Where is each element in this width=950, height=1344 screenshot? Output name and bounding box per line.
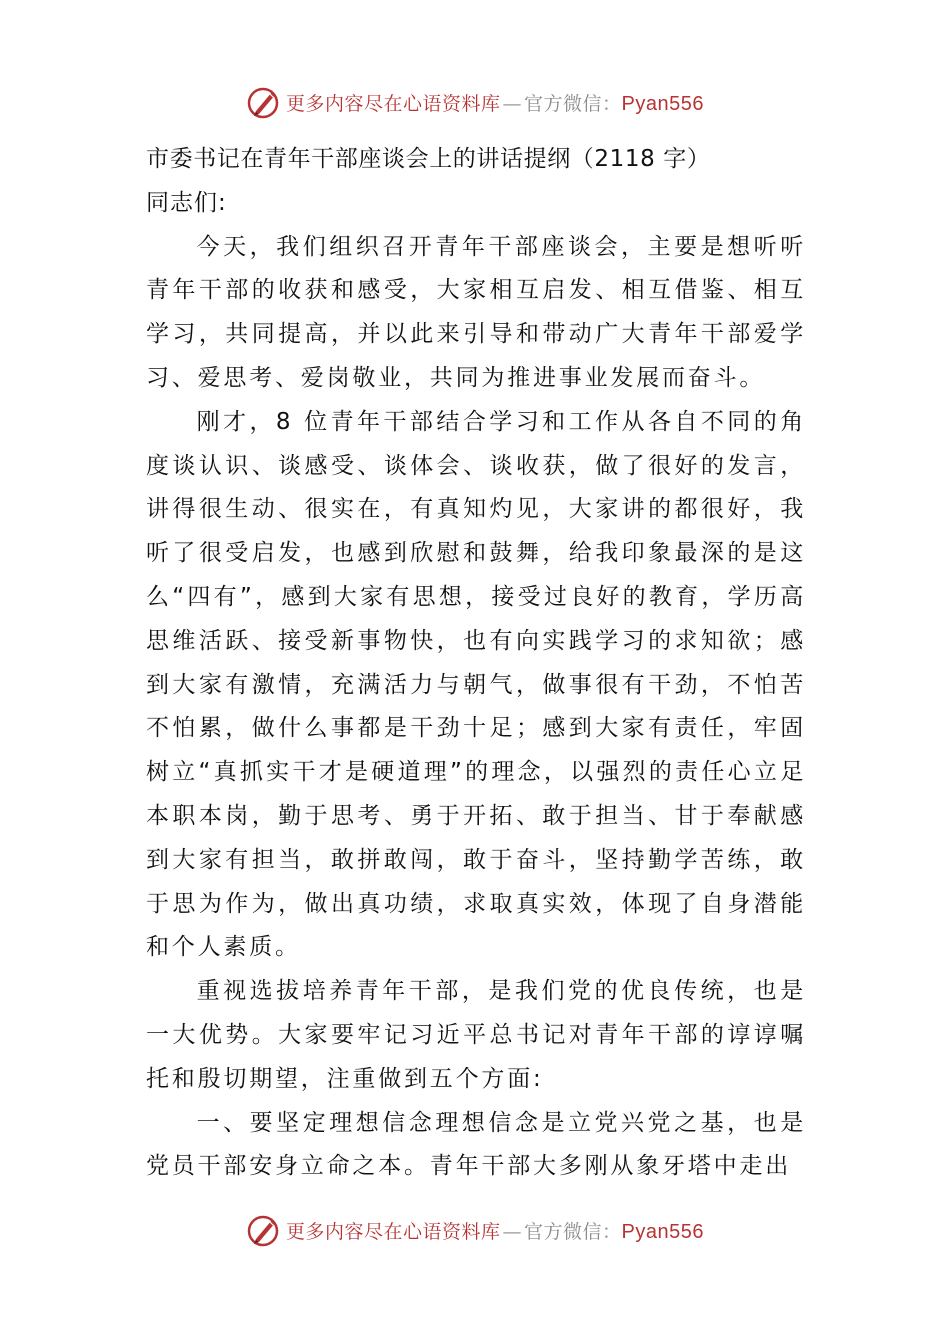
document-body [146, 138, 806, 1189]
banner-slogan: 更多内容尽在心语资料库 [286, 1220, 501, 1243]
paragraph-3: 重视选拔培养青年干部，是我们党的优良传统，也是一大优势。大家要牢记习近平总书记对青年干部的谆谆嘱托和殷切期望，注重做到五个方面: [146, 978, 806, 1092]
header-banner [0, 80, 950, 124]
greeting: 同志们: [146, 189, 227, 216]
pen-logo-icon [246, 1212, 282, 1248]
paragraph-4: 一、要坚定理想信念理想信念是立党兴党之基，也是党员干部安身立命之本。青年干部大多刚从象牙塔中走出 [146, 1109, 806, 1180]
footer-banner [0, 1208, 950, 1252]
pen-logo-icon [246, 84, 282, 120]
paragraph-2: 刚才，8 位青年干部结合学习和工作从各自不同的角度谈认识、谈感受、谈体会、谈收获，做了很好的发言，讲得很生动、很实在，有真知灼见，大家讲的都很好，我听了很受启发，也感到欣慰和鼓舞，给我印象最深的是这么“四有”，感到大家有思想，接受过良好的教育，学历高思维活跃、接受新事物快，也有向实践学习的求知欲；感到大家有激情，充满活力与朝气，做事很有干劲，不怕苦不怕累，做什么事都是干劲十足；感到大家有责任，牢固树立“真抓实干才是硬道理”的理念，以强烈的责任心立足本职本岗，勤于思考、勇于开拓、敢于担当、甘于奉献感到大家有担当，敢拼敢闯，敢于奋斗，坚持勤学苦练，敢于思为作为，做出真功绩，求取真实效，体现了自身潜能和个人素质。 [146, 408, 806, 961]
banner-separator: — [502, 1220, 523, 1243]
paragraph-1: 今天，我们组织召开青年干部座谈会，主要是想听听青年干部的收获和感受，大家相互启发、相互借鉴、相互学习，共同提高，并以此来引导和带动广大青年干部爱学习、爱思考、爱岗敬业，共同为推进事业发展而奋斗。 [146, 233, 806, 391]
banner-separator: — [502, 92, 523, 115]
banner-label: 官方微信： [524, 92, 622, 115]
document-title: 市委书记在青年干部座谈会上的讲话提纲（2118 字） [146, 146, 711, 172]
banner-wechat-id: Pyan556 [621, 92, 704, 115]
banner-wechat-id: Pyan556 [621, 1220, 704, 1243]
banner-slogan: 更多内容尽在心语资料库 [286, 92, 501, 115]
banner-label: 官方微信： [524, 1220, 622, 1243]
